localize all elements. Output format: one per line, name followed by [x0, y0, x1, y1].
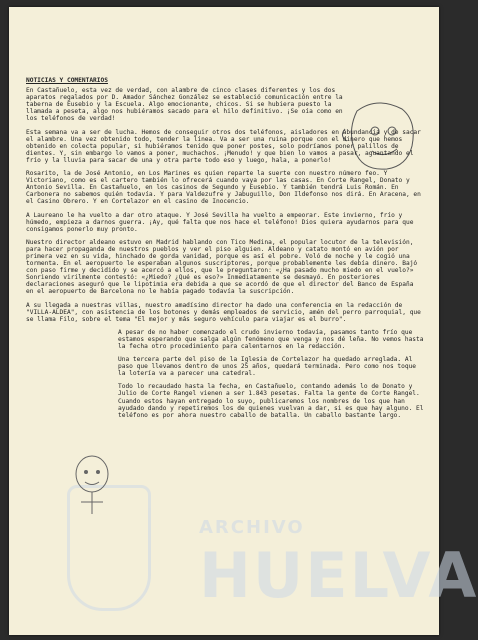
paragraph-3: Rosarito, la de José Antonio, en Los Marines es quien reparte la suerte con nuestro número feo. Y Victoriano, como es el cartero también lo ofrecerá cuando vaya por las casas. En Corte Rangel, Donato y Antonio Sevilla. En Castañuelo, en los casinos de Segundo y Eusebio. Y también tendrá Luis Román. En Carbonera no sabemos quién todavía. Y para Valdezufre y Jabuguillo, Don Ildefonso nos dirá. En Aracena, en el Casino Obrero. Y en Cortelazor en el casino de Inocencio. [26, 170, 421, 206]
section-title: NOTICIAS Y COMENTARIOS [26, 77, 108, 84]
document-body [26, 16, 424, 425]
paragraph-1: En Castañuelo, esta vez de verdad, con alambre de cinco clases diferentes y los dos aparatos regalados por D. Amador Sánchez González se estableció comunicación entre la taberna de Eusebio y la Escuela. Algo emocionante, chicos. Si se hubiera puesto la llamada a peseta, algo nos hubiéramos sacado para el hilo definitivo. ¡Se oía como en los teléfonos de verdad! [26, 87, 343, 123]
paragraph-9: Todo lo recaudado hasta la fecha, en Castañuelo, contando además lo de Donato y Julio de Corte Rangel vienen a ser 1.843 pesetas. Falta la gente de Corte Rangel. Cuando estos hayan entregado lo suyo, publicaremos los nombres de los que han ayudado dando y repetiremos los de quienes vuelvan a dar, si es que hay alguno. El teléfono es por ahora nuestro caballo de batalla. Un caballo bastante largo. [118, 383, 424, 419]
paragraph-4: A Laureano le ha vuelto a dar otro ataque. Y José Sevilla ha vuelto a empeorar. Este invierno, frío y húmedo, empieza a darnos guerra. ¡Ay, qué falta que nos hace el teléfono! Dios quiera ayudarnos para que consigamos ponerlo muy pronto. [26, 211, 414, 233]
hand-drawn-figure-icon [67, 452, 117, 522]
paragraph-8: Una tercera parte del piso de la Iglesia de Cortelazor ha quedado arreglada. Al paso que llevamos dentro de unos 25 años, quedará terminada. Pero como nos toque la lotería va a parecer una catedral. [118, 356, 417, 378]
watermark-province: HUELVA [199, 539, 478, 612]
paragraph-6: A su llegada a nuestras villas, nuestro amadísimo director ha dado una conferencia en la redacción de "VILLA-ALDEA", con asistencia de los botones y demás empleados de servicio, amén del perro parroquial, que se llama Filo, sobre el tema "El mejor y más seguro vehículo para viajar es el burro". [26, 301, 421, 323]
document-page [9, 7, 478, 635]
watermark-archive: ARCHIVO [199, 517, 305, 538]
paragraph-2: Esta semana va a ser de lucha. Hemos de conseguir otros dos teléfonos, aisladores en abundancia y de sacar el alambre. Una vez obtenido todo, tender la línea. Va a ser una ruina porque con el dinero que hemos obtenido en colecta popular, si hubiéramos tenido que poner postes, solo podríamos poner palillos de dientes. Y, sin embargo lo vamos a poner, muchachos. ¡Menudo! y que bien lo vamos a pasar, aguantando el frío y la lluvia para sacar de una y otra parte todo eso y luego, hala, a ponerlo! [26, 128, 421, 164]
paragraph-7: A pesar de no haber comenzado el crudo invierno todavía, pasamos tanto frío que estamos esperando que salga algún fenómeno que venga y nos dé leña. No vemos hasta la fecha otro procedimiento para calentarnos en la redacción. [118, 328, 424, 350]
paragraph-5: Nuestro director aldeano estuvo en Madrid hablando con Tico Medina, el popular locutor de la televisión, para hacer propaganda de nuestros pueblos y ver el piso alguien. Aldeano y catato montó en avión por primera vez en su vida, hinchado de gorda vanidad, porque es así el pobre. Voló de noche y le cogió una tormenta. En el aeropuerto le esperaban algunos suscriptores, porque probablemente les debía dinero. Bajó con paso firme y decidido y se acercó a ellos, que le preguntaron: «¿Ha pasado mucho miedo en el vuelo?» Sonriendo virilmente contestó: «¿Miedo? ¿Qué es eso?» Inmediatamente se desmayó. En posteriores declaraciones aseguró que le lipotimia era debida a que se acordó de que el director del Banco de España en el aeropuerto de Barcelona no le había pagado todavía la suscripción. [26, 238, 418, 296]
